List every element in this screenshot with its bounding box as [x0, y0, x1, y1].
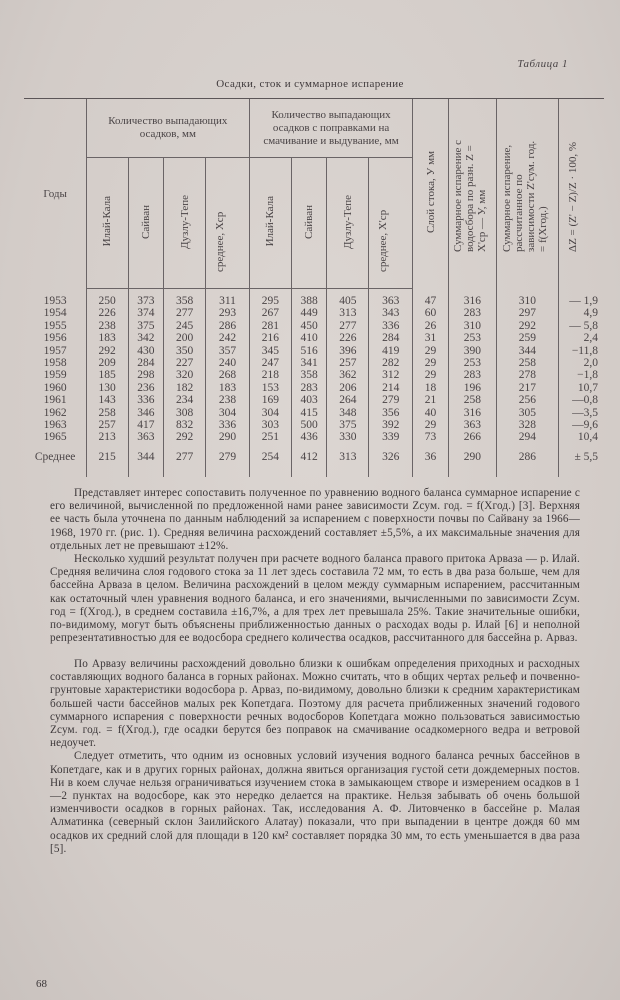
value-cell: 185 [86, 369, 128, 381]
value-cell: 330 [327, 431, 369, 443]
value-cell: 320 [164, 369, 206, 381]
header-evap-calc: Суммарное испарение, рассчитанное по зависимости Z'сум. год. = f(Xгод.) [501, 141, 550, 253]
value-cell: 240 [206, 357, 250, 369]
paragraph: Представляет интерес сопоставить полученное по уравнению водного баланса суммарное испарение с его величиной, вычисленной по предложенной нами ранее зависимости Zсум. год. = f(Xгод.) [3]. Верхняя ее часть была уточнена по данным наблюдений за испарением с поверхности почвы по Сайвану за 1966—1968, 1970 гг. (рис. 1). Средняя величина расхождений составляет ±5,5%, а их максимальные значения для отдельных лет не превышают ±12%. [50, 487, 580, 552]
header-delta: ΔZ = (Z' − Z)/Z · 100, % [566, 142, 579, 253]
value-cell: 31 [413, 332, 449, 344]
header-saivan: Сайван [139, 204, 152, 239]
value-cell: 282 [369, 357, 413, 369]
value-cell: —0,8 [559, 394, 604, 406]
value-cell: 516 [291, 345, 327, 357]
header-group-precip: Количество выпадающих осадков, мм [86, 99, 249, 158]
value-cell: 257 [327, 357, 369, 369]
value-cell: 415 [291, 407, 327, 419]
table-title: Осадки, сток и суммарное испарение [216, 78, 404, 90]
value-cell: 304 [249, 407, 291, 419]
year-cell: 1963 [43, 419, 67, 432]
value-cell: — 5,8 [559, 320, 604, 332]
header-ilai-kala-corrected: Илай-Кала [264, 196, 277, 247]
value-cell: 419 [369, 345, 413, 357]
value-cell: 259 [496, 332, 558, 344]
value-cell: 250 [86, 289, 128, 308]
value-cell: 238 [206, 394, 250, 406]
value-cell: 267 [249, 307, 291, 319]
average-value-cell: 36 [413, 444, 449, 477]
value-cell: 298 [128, 369, 164, 381]
value-cell: 73 [413, 431, 449, 443]
value-cell: 234 [164, 394, 206, 406]
value-cell: 436 [291, 431, 327, 443]
table-row [25, 369, 605, 381]
value-cell: 40 [413, 407, 449, 419]
page-number: 68 [36, 978, 47, 990]
value-cell: 143 [86, 394, 128, 406]
value-cell: 348 [327, 407, 369, 419]
table-row [25, 289, 605, 308]
year-cell: 1959 [43, 369, 67, 382]
value-cell: 310 [496, 289, 558, 308]
value-cell: 308 [164, 407, 206, 419]
value-cell: 130 [86, 382, 128, 394]
table-row [25, 320, 605, 332]
value-cell: 430 [128, 345, 164, 357]
table-row [25, 307, 605, 319]
value-cell: 832 [164, 419, 206, 431]
value-cell: 182 [164, 382, 206, 394]
value-cell: 226 [86, 307, 128, 319]
value-cell: 341 [291, 357, 327, 369]
value-cell: 200 [164, 332, 206, 344]
value-cell: 251 [249, 431, 291, 443]
value-cell: 226 [327, 332, 369, 344]
header-ilai-kala: Илай-Кала [101, 196, 114, 247]
value-cell: 256 [496, 394, 558, 406]
value-cell: 328 [496, 419, 558, 431]
value-cell: 183 [206, 382, 250, 394]
average-row [25, 444, 605, 477]
value-cell: 253 [448, 332, 496, 344]
average-value-cell: 412 [291, 444, 327, 477]
header-mean: среднее, Xср [213, 211, 226, 272]
table-row [25, 332, 605, 344]
value-cell: 21 [413, 394, 449, 406]
table-row [25, 357, 605, 369]
average-value-cell: ± 5,5 [559, 444, 604, 477]
value-cell: 258 [496, 357, 558, 369]
value-cell: 183 [86, 332, 128, 344]
value-cell: 277 [327, 320, 369, 332]
value-cell: 169 [249, 394, 291, 406]
value-cell: 388 [291, 289, 327, 308]
value-cell: 281 [249, 320, 291, 332]
value-cell: 358 [164, 289, 206, 308]
value-cell: 206 [327, 382, 369, 394]
value-cell: 342 [128, 332, 164, 344]
value-cell: 18 [413, 382, 449, 394]
value-cell: 396 [327, 345, 369, 357]
value-cell: 242 [206, 332, 250, 344]
header-years: Годы [43, 187, 67, 200]
value-cell: 358 [291, 369, 327, 381]
value-cell: 2,4 [559, 332, 604, 344]
value-cell: 297 [496, 307, 558, 319]
value-cell: 257 [86, 419, 128, 431]
value-cell: 293 [206, 307, 250, 319]
value-cell: 283 [448, 369, 496, 381]
value-cell: 316 [448, 407, 496, 419]
value-cell: 292 [164, 431, 206, 443]
value-cell: 339 [369, 431, 413, 443]
value-cell: 10,4 [559, 431, 604, 443]
value-cell: 305 [496, 407, 558, 419]
average-value-cell: 326 [369, 444, 413, 477]
value-cell: 284 [369, 332, 413, 344]
value-cell: 390 [448, 345, 496, 357]
value-cell: 312 [369, 369, 413, 381]
value-cell: 375 [327, 419, 369, 431]
header-duzlu-tepe-corrected: Дузлу-Тепе [341, 194, 354, 249]
value-cell: 346 [128, 407, 164, 419]
value-cell: 344 [496, 345, 558, 357]
header-evap-basin: Суммарное испарение с водосбора по разн. Z = X'ср — У, мм [452, 140, 489, 253]
value-cell: 196 [448, 382, 496, 394]
table-row [25, 407, 605, 419]
value-cell: 266 [448, 431, 496, 443]
value-cell: 279 [369, 394, 413, 406]
value-cell: 2,0 [559, 357, 604, 369]
value-cell: 29 [413, 357, 449, 369]
value-cell: 405 [327, 289, 369, 308]
paragraph: Следует отметить, что одним из основных условий изучения водного баланса речных бассейнов в Копетдаге, как и в других горных районах, должна явиться организация густой сети дождемерных постов. Ни в коем случае нельзя ограничиваться изучением стока в замыкающем створе и измерением осадков в 1—2 пунктах на водосборе, как это нередко делается на практике. Нельзя забывать об очень большой изменчивости осадков в горных районах. Так, исследования А. Ф. Литовченко в бассейне р. Малая Алматинка (северный склон Заилийского Алатау) показали, что при выпадении в центре дождя 60 мм осадков их средний слой для площади в 120 км² составляет порядка 30 мм, то есть уменьшается в два раза [5]. [50, 750, 580, 855]
year-cell: 1956 [43, 332, 67, 345]
value-cell: 292 [86, 345, 128, 357]
value-cell: 253 [448, 357, 496, 369]
table-row [25, 419, 605, 431]
value-cell: 217 [496, 382, 558, 394]
body-text-block-2 [50, 658, 580, 856]
value-cell: 268 [206, 369, 250, 381]
average-value-cell: 277 [164, 444, 206, 477]
value-cell: 295 [249, 289, 291, 308]
value-cell: 264 [327, 394, 369, 406]
paragraph: Несколько худший результат получен при расчете водного баланса правого притока Арваза — р. Илай. Средняя величина слоя годового стока за 11 лет здесь составила 72 мм, то есть в два раза больше, чем для бассейна Арваза в целом. Величина расхождений в целом между суммарным испарением, рассчитанным как остаточный член уравнения водного баланса, и его значениями, вычисленными по зависимости Zсум. год = f(Xгод.), в среднем составила ±16,7%, а для трех лет превышала 25%. Такие значительные ошибки, по-видимому, могут быть объяснены приближенностью данных о расходах воды р. Илай [6] и неполной репрезентативностью для ее водосбора среднего количества осадков, рассчитанного для бассейна р. Арваз. [50, 553, 580, 645]
value-cell: 336 [206, 419, 250, 431]
table-row [25, 394, 605, 406]
value-cell: 10,7 [559, 382, 604, 394]
value-cell: 247 [249, 357, 291, 369]
value-cell: 216 [249, 332, 291, 344]
value-cell: 153 [249, 382, 291, 394]
header-duzlu-tepe: Дузлу-Тепе [178, 194, 191, 249]
value-cell: 363 [369, 289, 413, 308]
body-text-block-1 [50, 487, 580, 645]
year-cell: 1961 [43, 394, 67, 407]
average-label: Среднее [34, 450, 76, 463]
table-row [25, 431, 605, 443]
value-cell: 277 [164, 307, 206, 319]
value-cell: 60 [413, 307, 449, 319]
value-cell: 304 [206, 407, 250, 419]
value-cell: 343 [369, 307, 413, 319]
value-cell: 500 [291, 419, 327, 431]
value-cell: 313 [327, 307, 369, 319]
value-cell: 283 [448, 307, 496, 319]
value-cell: 278 [496, 369, 558, 381]
year-cell: 1957 [43, 344, 67, 357]
table-row [25, 345, 605, 357]
value-cell: 213 [86, 431, 128, 443]
value-cell: 403 [291, 394, 327, 406]
value-cell: 26 [413, 320, 449, 332]
value-cell: 47 [413, 289, 449, 308]
value-cell: 336 [369, 320, 413, 332]
value-cell: 290 [206, 431, 250, 443]
year-cell: 1958 [43, 357, 67, 370]
value-cell: — 1,9 [559, 289, 604, 308]
paragraph: По Арвазу величины расхождений довольно близки к ошибкам определения приходных и расходных составляющих водного баланса в горных районах. Можно считать, что в общих чертах рельеф и почвенно-грунтовые характеристики водосбора р. Арваз, по-видимому, довольно близки к средним характеристикам большей части бассейнов малых рек Копетдага. Поэтому для расчета приближенных значений годового суммарного испарения с поверхности речных водосборов Копетдага можно пользоваться зависимостью Zсум. год. = f(Xгод.), где осадки берутся без поправок на смачивание осадкомерного ведра и ветровой недоучет. [50, 658, 580, 750]
value-cell: 258 [86, 407, 128, 419]
value-cell: 29 [413, 369, 449, 381]
value-cell: −1,8 [559, 369, 604, 381]
value-cell: 294 [496, 431, 558, 443]
value-cell: —9,6 [559, 419, 604, 431]
value-cell: 373 [128, 289, 164, 308]
value-cell: —3,5 [559, 407, 604, 419]
value-cell: 363 [128, 431, 164, 443]
value-cell: 227 [164, 357, 206, 369]
value-cell: 450 [291, 320, 327, 332]
header-runoff: Слой стока, У мм [424, 151, 437, 234]
value-cell: −11,8 [559, 345, 604, 357]
value-cell: 218 [249, 369, 291, 381]
table-number-label: Таблица 1 [517, 58, 568, 70]
value-cell: 410 [291, 332, 327, 344]
average-value-cell: 254 [249, 444, 291, 477]
value-cell: 392 [369, 419, 413, 431]
value-cell: 345 [249, 345, 291, 357]
value-cell: 214 [369, 382, 413, 394]
value-cell: 350 [164, 345, 206, 357]
value-cell: 449 [291, 307, 327, 319]
value-cell: 4,9 [559, 307, 604, 319]
value-cell: 29 [413, 419, 449, 431]
value-cell: 292 [496, 320, 558, 332]
value-cell: 357 [206, 345, 250, 357]
year-cell: 1960 [43, 381, 67, 394]
value-cell: 316 [448, 289, 496, 308]
average-value-cell: 290 [448, 444, 496, 477]
year-cell: 1965 [43, 431, 67, 444]
value-cell: 310 [448, 320, 496, 332]
value-cell: 356 [369, 407, 413, 419]
value-cell: 209 [86, 357, 128, 369]
value-cell: 284 [128, 357, 164, 369]
value-cell: 362 [327, 369, 369, 381]
value-cell: 303 [249, 419, 291, 431]
value-cell: 29 [413, 345, 449, 357]
value-cell: 258 [448, 394, 496, 406]
year-cell: 1955 [43, 319, 67, 332]
value-cell: 245 [164, 320, 206, 332]
header-group-precip-corrected: Количество выпадающих осадков с поправками на смачивание и выдувание, мм [249, 99, 412, 158]
header-mean-corrected: среднее, X'ср [376, 209, 389, 272]
value-cell: 336 [128, 394, 164, 406]
year-cell: 1954 [43, 307, 67, 320]
average-value-cell: 286 [496, 444, 558, 477]
average-value-cell: 279 [206, 444, 250, 477]
value-cell: 283 [291, 382, 327, 394]
table-row [25, 382, 605, 394]
header-saivan-corrected: Сайван [303, 204, 316, 239]
average-value-cell: 344 [128, 444, 164, 477]
year-cell: 1962 [43, 406, 67, 419]
value-cell: 238 [86, 320, 128, 332]
average-value-cell: 313 [327, 444, 369, 477]
average-value-cell: 215 [86, 444, 128, 477]
value-cell: 286 [206, 320, 250, 332]
value-cell: 311 [206, 289, 250, 308]
data-table [24, 98, 604, 477]
year-cell: 1953 [43, 294, 67, 307]
value-cell: 417 [128, 419, 164, 431]
value-cell: 236 [128, 382, 164, 394]
value-cell: 375 [128, 320, 164, 332]
value-cell: 374 [128, 307, 164, 319]
value-cell: 363 [448, 419, 496, 431]
